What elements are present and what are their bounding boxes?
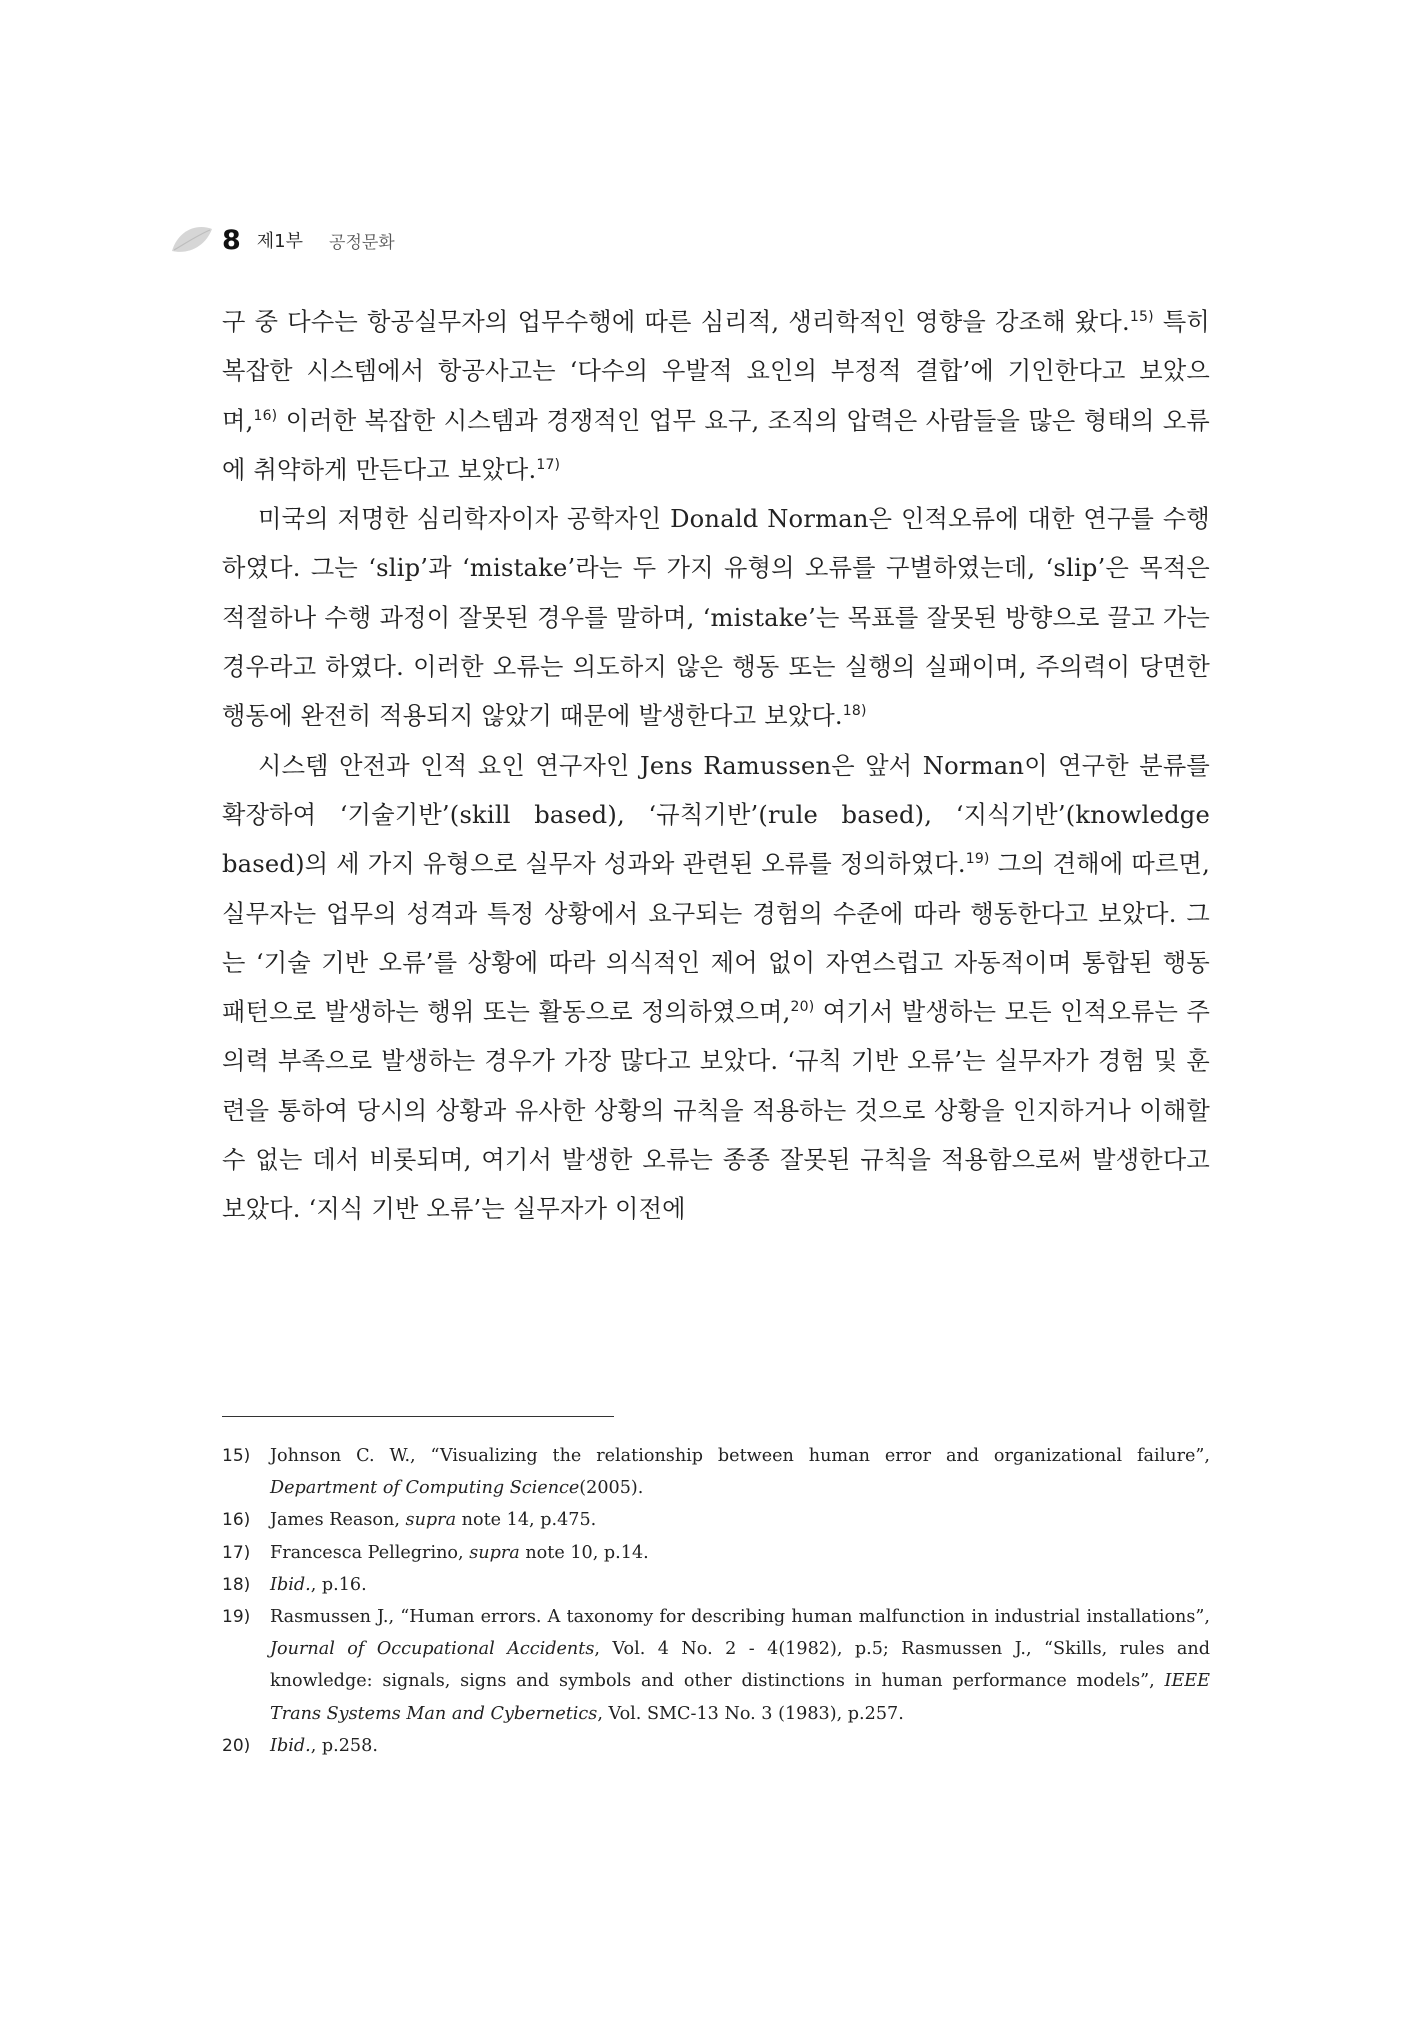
footnote-number: 20) — [222, 1735, 251, 1756]
footnote-text: James Reason, — [270, 1510, 406, 1531]
footnote-number: 17) — [222, 1542, 251, 1563]
footnote-text: Rasmussen J., “Human errors. A taxonomy for describing human malfunction in industrial installations”, — [270, 1607, 1210, 1628]
footnote-text — [270, 1569, 1210, 1601]
body-text — [222, 298, 1210, 1235]
footnote-text — [270, 1601, 1210, 1730]
footnote-text: , p.258. — [310, 1735, 378, 1756]
footnote-ref: 18) — [842, 703, 867, 720]
footnote — [222, 1440, 1210, 1504]
paragraph — [222, 298, 1210, 495]
paragraph-text: 이러한 복잡한 시스템과 경쟁적인 업무 요구, 조직의 압력은 사람들을 많은 형태의 오류에 취약하게 만든다고 보았다. — [222, 406, 1210, 484]
paragraph-text: 여기서 발생하는 모든 인적오류는 주의력 부족으로 발생하는 경우가 가장 많다고 보았다. ‘규칙 기반 오류’는 실무자가 경험 및 훈련을 통하여 당시의 상황과 유사한 상황의 규칙을 적용하는 것으로 상황을 인지하거나 이해할 수 없는 데서 비롯되며, 여기서 발생한 오류는 종종 잘못된 규칙을 적용함으로써 발생한다고 보았다. ‘지식 기반 오류’는 실무자가 이전에 — [222, 998, 1211, 1224]
footnote-ref: 20) — [790, 999, 815, 1016]
paragraph-text: 그의 견해에 따르면, 실무자는 업무의 성격과 특정 상황에서 요구되는 경험의 수준에 따라 행동한다고 보았다. 그는 ‘기술 기반 오류’를 상황에 따라 의식적인 제어 없이 자연스럽고 자동적이며 통합된 행동 패턴으로 발생하는 행위 또는 활동으로 정의하였으며, — [222, 850, 1210, 1027]
footnote-number: 18) — [222, 1574, 251, 1595]
footnote-number: 19) — [222, 1607, 251, 1628]
footnote-number: 16) — [222, 1510, 251, 1531]
footnote-ref: 17) — [536, 456, 561, 473]
footnote-text: , Vol. SMC-13 No. 3 (1983), p.257. — [597, 1703, 904, 1724]
footnote-text — [270, 1537, 1210, 1569]
footnote-italic: IEEE Trans Systems Man and Cybernetics — [270, 1671, 1210, 1724]
footnote-italic: Ibid. — [270, 1574, 311, 1595]
footnote — [222, 1601, 1210, 1730]
footnote-text: , Vol. 4 No. 2 - 4(1982), p.5; Rasmussen J., “Skills, rules and knowledge: signals, signs and symbols and other distinctions in human performance models”, — [270, 1639, 1211, 1692]
chapter-title: 공정문화 — [329, 232, 395, 253]
footnote-italic: Department of Computing Science — [270, 1478, 580, 1499]
paragraph-text: 시스템 안전과 인적 요인 연구자인 Jens Ramussen은 앞서 Norman이 연구한 분류를 확장하여 ‘기술기반’(skill based), ‘규칙기반’(rule based), ‘지식기반’(knowledge based)의 세 가지 유형으로 실무자 성과와 관련된 오류를 정의하였다. — [222, 751, 1210, 879]
footnotes — [222, 1440, 1210, 1762]
footnote-text: note 14, p.475. — [456, 1510, 597, 1531]
footnote — [222, 1569, 1210, 1601]
footnote — [222, 1537, 1210, 1569]
paragraph-text: 특히 복잡한 시스템에서 항공사고는 ‘다수의 우발적 요인의 부정적 결합’에 기인한다고 보았으며, — [222, 308, 1210, 435]
page-number: 8 — [222, 224, 241, 256]
footnote-italic: supra — [469, 1542, 520, 1563]
footnote-text: , p.16. — [310, 1574, 367, 1595]
part-label: 제1부 — [256, 231, 304, 252]
footnote — [222, 1504, 1210, 1536]
running-header — [178, 222, 395, 258]
footnote-text — [270, 1730, 1210, 1762]
footnote-text: (2005). — [579, 1478, 644, 1499]
footnote-italic: supra — [405, 1510, 457, 1531]
paragraph-text: 구 중 다수는 항공실무자의 업무수행에 따른 심리적, 생리학적인 영향을 강조해 왔다. — [222, 308, 1130, 336]
footnote-ref: 16) — [253, 407, 278, 424]
footnote-text: Francesca Pellegrino, — [270, 1542, 470, 1563]
leaf-icon — [170, 225, 214, 255]
footnote-text — [270, 1504, 1210, 1536]
footnote-italic: Journal of Occupational Accidents — [270, 1639, 595, 1660]
footnote-number: 15) — [222, 1446, 251, 1466]
paragraph — [222, 742, 1210, 1235]
footnote-text — [270, 1440, 1210, 1504]
footnote-text: Johnson C. W., “Visualizing the relationship between human error and organizational failure”, — [270, 1446, 1210, 1466]
paragraph — [222, 495, 1210, 741]
footnote-divider — [222, 1416, 614, 1417]
footnote-text: note 10, p.14. — [519, 1542, 649, 1563]
footnote — [222, 1730, 1210, 1762]
footnote-ref: 19) — [965, 851, 990, 868]
footnote-italic: Ibid. — [270, 1735, 311, 1756]
footnote-ref: 15) — [1129, 309, 1154, 325]
paragraph-text: 미국의 저명한 심리학자이자 공학자인 Donald Norman은 인적오류에 대한 연구를 수행하였다. 그는 ‘slip’과 ‘mistake’라는 두 가지 유형의 오류를 구별하였는데, ‘slip’은 목적은 적절하나 수행 과정이 잘못된 경우를 말하며, ‘mistake’는 목표를 잘못된 방향으로 끌고 가는 경우라고 하였다. 이러한 오류는 의도하지 않은 행동 또는 실행의 실패이며, 주의력이 당면한 행동에 완전히 적용되지 않았기 때문에 발생한다고 보았다. — [222, 505, 1210, 731]
